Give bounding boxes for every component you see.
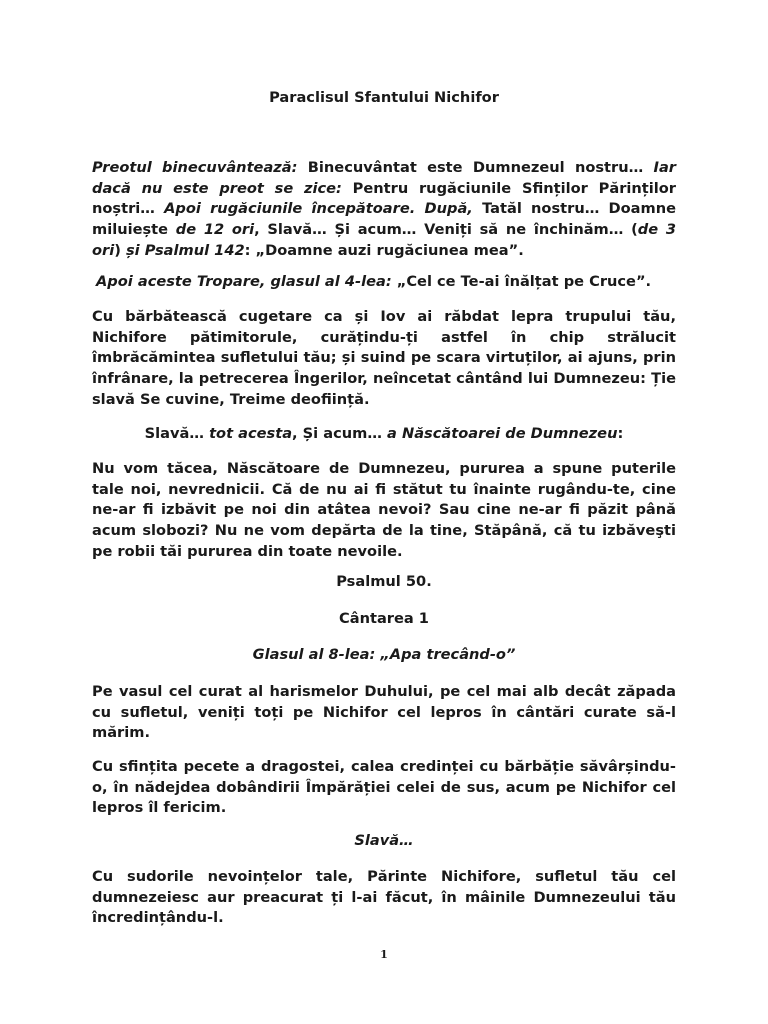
intro-italic-4: de 12 ori bbox=[175, 221, 255, 239]
intro-text-3: Tatăl nostru… Doamne miluiește bbox=[92, 200, 677, 239]
paragraph-4: Cu sfințita pecete a dragostei, calea credinței cu bărbăție săvârșindu-o, în nădejdea dobândirii Împărăției celei de sus, acum pe Nichifor cel lepros îl fericim. bbox=[92, 758, 676, 817]
intro-italic-1: Preotul binecuvântează: bbox=[92, 159, 298, 176]
cantarea-heading: Cântarea 1 bbox=[339, 610, 429, 627]
tropare-line bbox=[92, 272, 680, 293]
psalm-heading: Psalmul 50. bbox=[336, 573, 432, 590]
slava-text-3: : bbox=[617, 425, 624, 442]
page-number: 1 bbox=[380, 948, 388, 961]
document-title: Paraclisul Sfantului Nichifor bbox=[269, 89, 499, 106]
intro-paragraph bbox=[92, 158, 676, 262]
intro-italic-3: Apoi rugăciunile începătoare. După, bbox=[164, 200, 473, 218]
paragraph-5: Cu sudorile nevoințelor tale, Părinte Nichifore, sufletul tău cel dumnezeiesc aur preacurat ți l-ai făcut, în mâinile Dumnezeului tău încredințându-l. bbox=[92, 868, 676, 927]
intro-italic-6: și Psalmul 142 bbox=[126, 241, 245, 259]
paragraph-3: Pe vasul cel curat al harismelor Duhului, pe cel mai alb decât zăpada cu sufletul, veniți toți pe Nichifor cel lepros în cântări curate să-l mărim. bbox=[92, 683, 676, 742]
slava-line-1 bbox=[92, 424, 676, 445]
intro-text-5: ) bbox=[114, 241, 126, 259]
intro-italic-2: Iar dacă nu este preot se zice: bbox=[92, 159, 677, 197]
glas-heading: Glasul al 8-lea: „Apa trecând-o” bbox=[252, 646, 516, 663]
intro-text-2: Pentru rugăciunile Sfinților Părinților noștri… bbox=[92, 179, 676, 218]
slava-italic-2: a Născătoarei de Dumnezeu bbox=[387, 425, 618, 442]
slava-text-1: Slavă… bbox=[144, 425, 210, 442]
paragraph-2: Nu vom tăcea, Născătoare de Dumnezeu, pururea a spune puterile tale noi, nevrednicii. Că de nu ai fi stătut tu înainte rugându-te, cine ne-ar fi izbăvit pe noi din atâtea nevoi? Sau cine ne-ar fi păzit până acum slobozi? Nu ne vom depărta de la tine, Stăpână, că tu izbăveşti pe robii tăi pururea din toate nevoile. bbox=[92, 460, 676, 560]
slava-text-2: , Și acum… bbox=[292, 425, 388, 442]
intro-text-4: , Slavă… Și acum… Veniți să ne închinăm… ( bbox=[254, 221, 638, 239]
tropare-text: „Cel ce Te-ai înălțat pe Cruce”. bbox=[391, 273, 652, 290]
intro-text-6: : „Doamne auzi rugăciunea mea”. bbox=[244, 241, 524, 259]
slava-line-2: Slavă… bbox=[354, 832, 414, 849]
tropare-italic: Apoi aceste Tropare, glasul al 4-lea: bbox=[96, 273, 392, 290]
intro-text-1: Binecuvântat este Dumnezeul nostru… bbox=[297, 159, 654, 176]
intro-italic-5: de 3 ori bbox=[92, 221, 676, 259]
slava-italic-1: tot acesta bbox=[209, 425, 293, 442]
paragraph-1: Cu bărbătească cugetare ca și Iov ai răbdat lepra trupului tău, Nichifore pătimitorule, curățindu-ți astfel în chip strălucit îmbrăcămintea sufletului tău; și suind pe scara virtuților, ai ajuns, prin înfrânare, la petrecerea Îngerilor, neîncetat cântând lui Dumnezeu: Ție slavă Se cuvine, Treime deoființă. bbox=[92, 308, 676, 408]
